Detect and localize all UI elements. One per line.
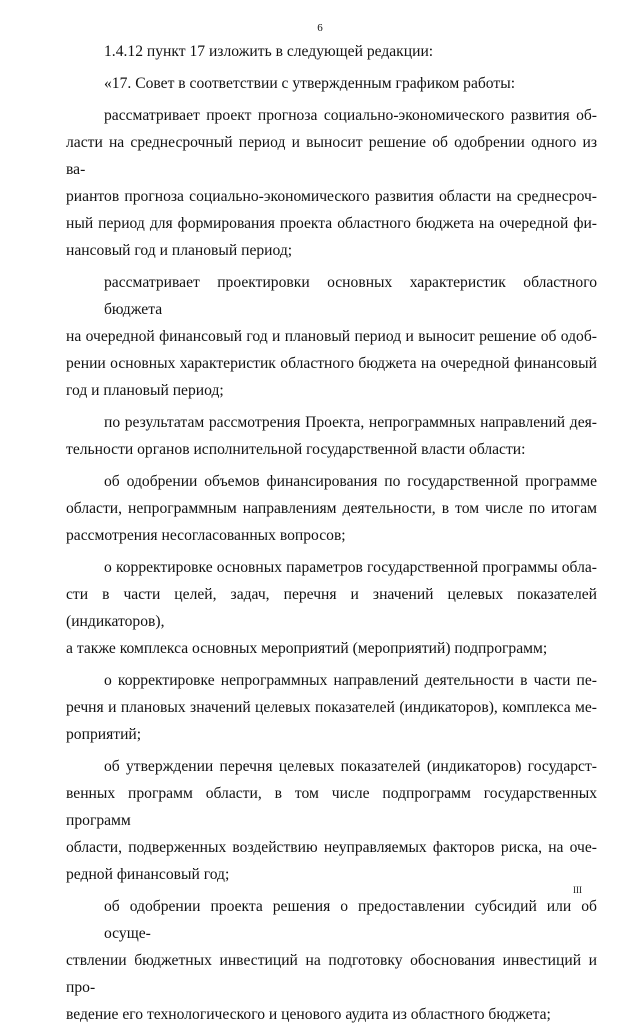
text-line: об одобрении проекта решения о предоставлении субсидий или об осуще-	[104, 898, 597, 942]
text-line: об утверждении перечня целевых показателей (индикаторов) государст-	[104, 758, 597, 775]
text-line: области, подверженных воздействию неуправляемых факторов риска, на оче-	[66, 839, 597, 856]
text-line: области, непрограммным направлениям деятельности, в том числе по итогам	[66, 500, 597, 517]
text-line: 1.4.12 пункт 17 изложить в следующей редакции:	[104, 43, 434, 60]
text-line: речня и плановых значений целевых показателей (индикаторов), комплекса ме-	[66, 699, 597, 716]
text-line: ласти на среднесрочный период и выносит решение об одобрении одного из ва-	[66, 134, 597, 178]
text-line: роприятий;	[66, 726, 142, 743]
text-line: по результатам рассмотрения Проекта, непрограммных направлений дея-	[104, 414, 597, 431]
text-line: сти в части целей, задач, перечня и значений целевых показателей (индикаторов),	[66, 586, 597, 630]
page-number: 6	[317, 22, 323, 34]
text-line: рении основных характеристик областного бюджета на очередной финансовый	[66, 355, 597, 372]
text-line: год и плановый период;	[66, 382, 224, 399]
paragraph	[66, 102, 597, 264]
text-line: рассматривает проектировки основных характеристик областного бюджета	[104, 274, 597, 318]
paragraph	[66, 70, 597, 97]
text-line: нансовый год и плановый период;	[66, 242, 293, 259]
text-line: венных программ области, в том числе подпрограмм государственных программ	[66, 785, 597, 829]
text-line: на очередной финансовый год и плановый период и выносит решение об одоб-	[66, 328, 597, 345]
text-line: рассмотрения несогласованных вопросов;	[66, 527, 346, 544]
text-line: о корректировке основных параметров государственной программы обла-	[104, 559, 597, 576]
text-line: о корректировке непрограммных направлений деятельности в части пе-	[104, 672, 597, 689]
paragraph	[66, 554, 597, 662]
text-line: а также комплекса основных мероприятий (мероприятий) подпрограмм;	[66, 640, 548, 657]
text-line: тельности органов исполнительной государственной власти области:	[66, 441, 526, 458]
text-line: риантов прогноза социально-экономического развития области на среднесроч-	[66, 188, 597, 205]
text-line: ствлении бюджетных инвестиций на подготовку обоснования инвестиций и про-	[66, 952, 597, 996]
paragraph	[66, 409, 597, 463]
paragraph	[66, 269, 597, 404]
footer-mark: III	[573, 885, 582, 895]
paragraph	[66, 667, 597, 748]
paragraph	[66, 38, 597, 65]
text-line: об одобрении объемов финансирования по государственной программе	[104, 473, 597, 490]
paragraph	[66, 468, 597, 549]
text-line: «17. Совет в соответствии с утвержденным графиком работы:	[104, 75, 516, 92]
text-line: ведение его технологического и ценового аудита из областного бюджета;	[66, 1006, 551, 1023]
paragraph	[66, 893, 597, 1028]
text-line: рассматривает проект прогноза социально-экономического развития об-	[104, 107, 597, 124]
text-line: ный период для формирования проекта областного бюджета на очередной фи-	[66, 215, 597, 232]
document-body	[66, 38, 597, 1033]
paragraph	[66, 753, 597, 888]
text-line: редной финансовый год;	[66, 866, 230, 883]
